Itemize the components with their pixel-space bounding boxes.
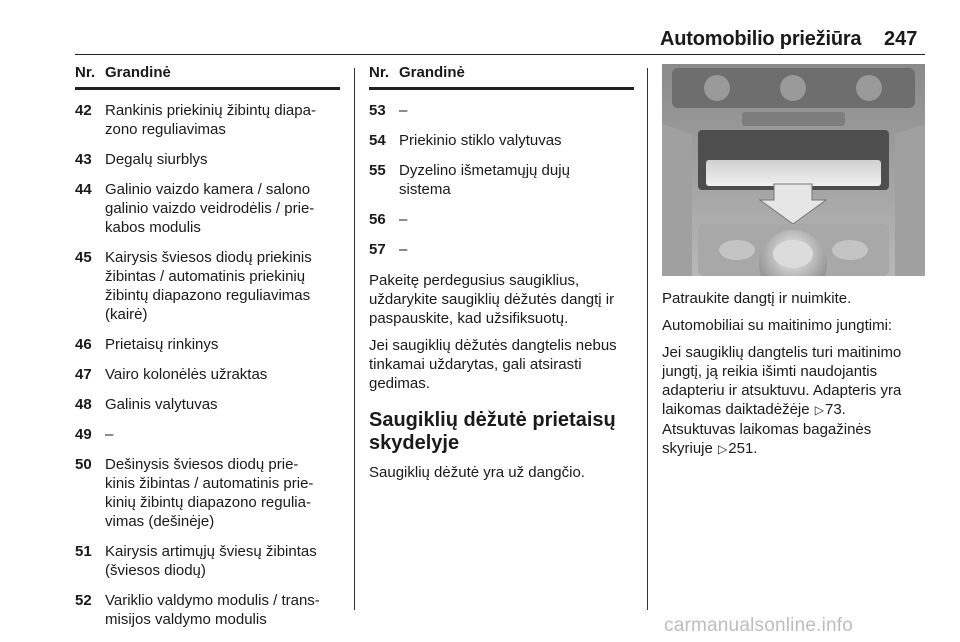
screwdriver-text: Atsuktuvas laikomas bagažinės skyriuje — [662, 421, 872, 457]
row-number: 49 — [75, 426, 92, 443]
left-column — [75, 64, 340, 640]
row-description: Dyzelino išmetamųjų dujų sistema — [399, 162, 570, 198]
table-row — [75, 425, 340, 444]
table-row — [75, 542, 340, 580]
row-number: 51 — [75, 543, 92, 560]
table-row — [75, 365, 340, 384]
table-row — [369, 131, 634, 150]
row-number: 52 — [75, 592, 92, 609]
row-number: 42 — [75, 102, 92, 119]
table-row — [369, 210, 634, 229]
adapter-text: Jei saugiklių dangtelis turi maitinimo jungtį, ją reikia išimti naudojantis adapteriu ir atsuktuvu. Adapteris yra laikomas daiktadėžėje — [662, 344, 902, 418]
warning-paragraph: Jei saugiklių dėžutės dangtelis nebus tinkamai uždarytas, gali atsirasti gedimas. — [369, 337, 617, 392]
table-row — [369, 101, 634, 120]
row-description: Rankinis priekinių žibintų diapa- zono reguliavimas — [105, 102, 316, 138]
table-row — [75, 150, 340, 169]
table-row — [75, 455, 340, 531]
column-header-circuit: Grandinė — [399, 64, 465, 81]
column-divider-right — [647, 68, 648, 610]
table-row — [75, 335, 340, 354]
instruction-paragraph: Pakeitę perdegusius saugiklius, uždarykite saugiklių dėžutės dangtį ir paspauskite, kad užsifiksuotų. — [369, 272, 615, 327]
fuse-box-cover-photo — [662, 64, 925, 276]
page-reference-icon: ▷ — [814, 403, 824, 417]
row-number: 53 — [369, 102, 386, 119]
row-description: Dešinysis šviesos diodų prie- kinis žibintas / automatinis prie- kinių žibintų diapazono regulia- vimas (dešinėje) — [105, 456, 314, 530]
left-table-body — [75, 101, 340, 629]
console-illustration — [662, 64, 925, 276]
row-number: 50 — [75, 456, 92, 473]
table-row — [75, 101, 340, 139]
row-description: Kairysis šviesos diodų priekinis žibintas / automatinis priekinių žibintų diapazono reguliavimas (kairė) — [105, 249, 312, 323]
section-heading: Saugiklių dėžutė prietaisų skydelyje — [369, 409, 616, 454]
column-header-nr: Nr. — [369, 64, 390, 81]
power-socket-paragraph: Automobiliai su maitinimo jungtimi: — [662, 317, 893, 334]
header-divider — [75, 54, 925, 55]
watermark: carmanualsonline.info — [664, 615, 854, 636]
table-row — [75, 180, 340, 237]
row-number: 46 — [75, 336, 92, 353]
row-number: 47 — [75, 366, 92, 383]
row-description: Variklio valdymo modulis / trans- misijos valdymo modulis — [105, 592, 320, 628]
table-row — [75, 248, 340, 324]
column-header-circuit: Grandinė — [105, 64, 171, 81]
row-number: 45 — [75, 249, 92, 266]
right-column — [662, 64, 927, 467]
table-row — [369, 161, 634, 199]
row-description: – — [399, 241, 408, 258]
row-description: – — [399, 211, 408, 228]
row-number: 56 — [369, 211, 386, 228]
page-reference-link[interactable]: 73. — [825, 401, 846, 418]
row-number: 44 — [75, 181, 92, 198]
middle-column — [369, 64, 634, 490]
row-description: Kairysis artimųjų šviesų žibintas (šviesos diodų) — [105, 543, 317, 579]
middle-table-body — [369, 101, 634, 259]
row-number: 55 — [369, 162, 386, 179]
row-description: Galinis valytuvas — [105, 396, 218, 413]
row-number: 43 — [75, 151, 92, 168]
row-number: 54 — [369, 132, 386, 149]
column-header-nr: Nr. — [75, 64, 96, 81]
row-description: Prietaisų rinkinys — [105, 336, 219, 353]
row-description: Vairo kolonėlės užraktas — [105, 366, 268, 383]
row-number: 57 — [369, 241, 386, 258]
location-paragraph: Saugiklių dėžutė yra už dangčio. — [369, 464, 585, 481]
row-description: – — [105, 426, 114, 443]
row-description: Degalų siurblys — [105, 151, 208, 168]
table-row — [75, 395, 340, 414]
middle-table-header — [369, 64, 634, 90]
left-table-header — [75, 64, 340, 90]
row-description: – — [399, 102, 408, 119]
row-description: Priekinio stiklo valytuvas — [399, 132, 562, 149]
column-divider-left — [354, 68, 355, 610]
adapter-paragraph — [662, 343, 927, 459]
page-number: 247 — [884, 28, 918, 50]
remove-cover-paragraph: Patraukite dangtį ir nuimkite. — [662, 290, 852, 307]
table-row — [75, 591, 340, 629]
page-reference-link[interactable]: 251. — [728, 440, 758, 457]
row-number: 48 — [75, 396, 92, 413]
page-reference-icon: ▷ — [718, 442, 728, 456]
row-description: Galinio vaizdo kamera / salono galinio vaizdo veidrodėlis / prie- kabos modulis — [105, 181, 315, 236]
page-title: Automobilio priežiūra — [660, 28, 862, 50]
table-row — [369, 240, 634, 259]
